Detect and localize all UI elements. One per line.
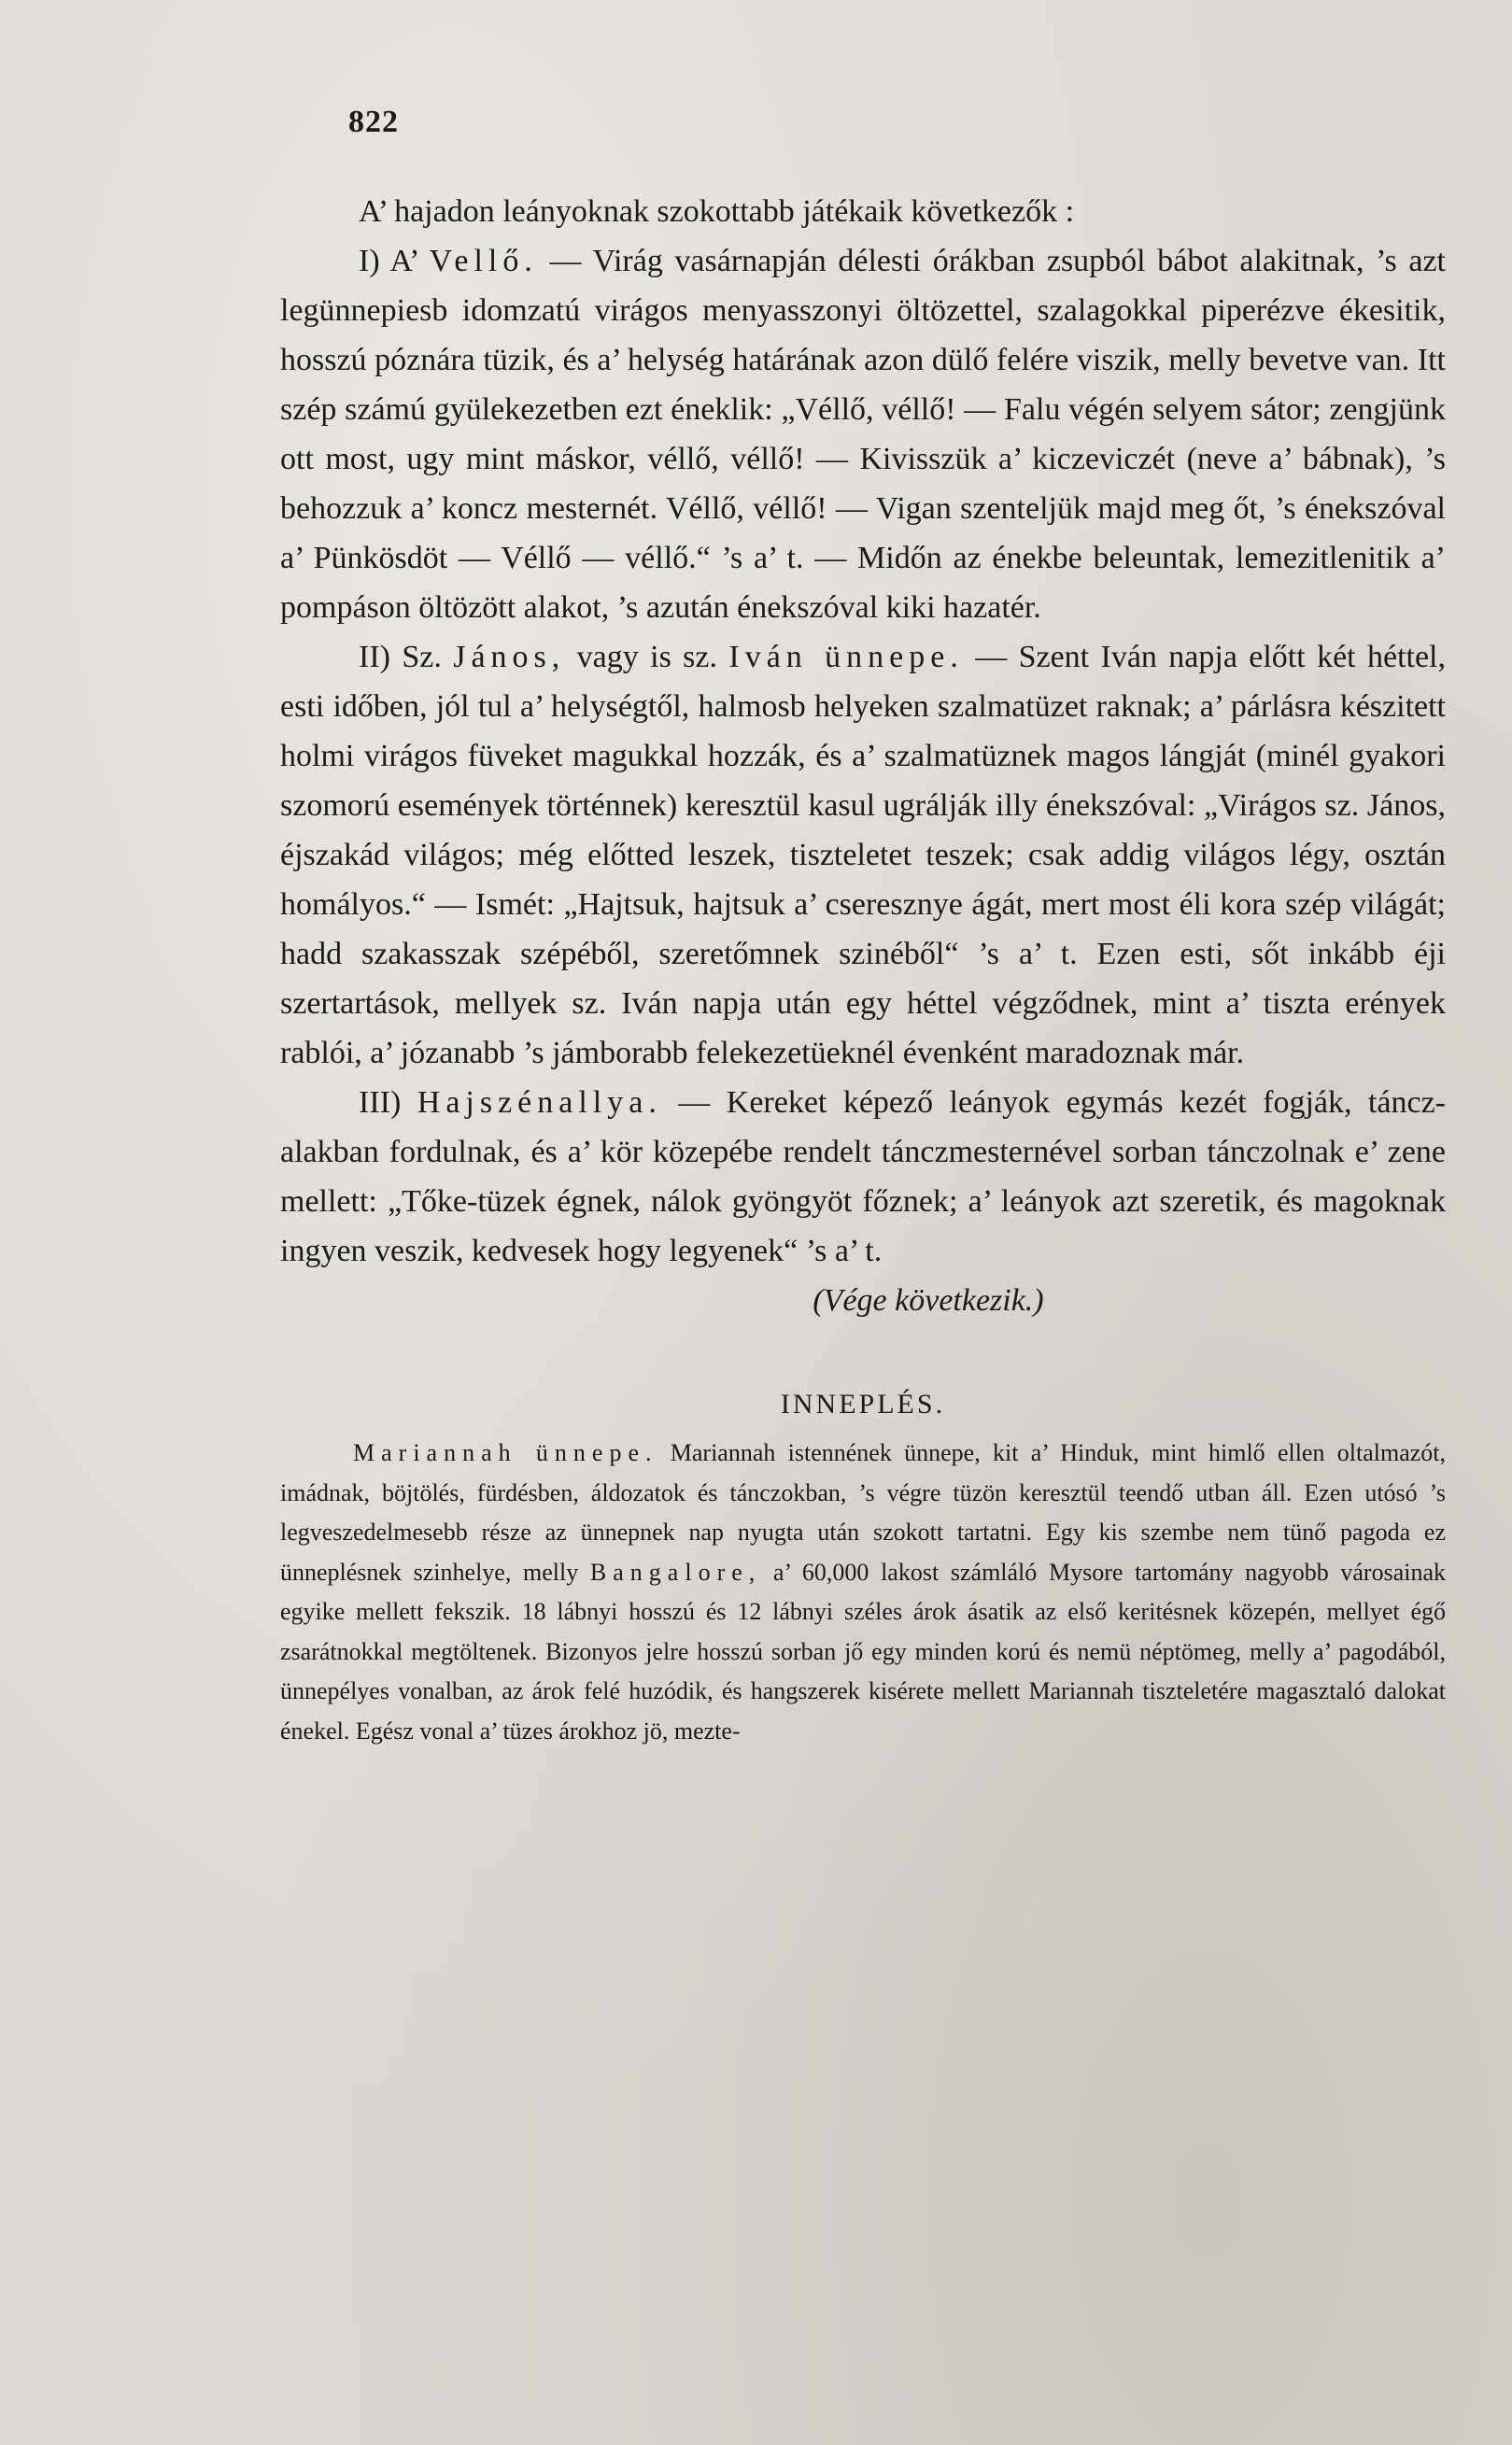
city-name: Bangalore, [589, 1558, 762, 1586]
main-text [280, 187, 1446, 1325]
item-1-paragraph [280, 236, 1446, 632]
item-3-text: — Kereket képező leányok egymás kezét fogják, táncz-alakban fordulnak, és a’ kör közepébe rendelt tánczmesternével sorban tánczolnak e’ zene mellett: „Tőke-tüzek égnek, nálok gyöngyöt főznek; a’ leányok azt szeretik, és magoknak ingyen veszik, kedvesek hogy legyenek“ ’s a’ t. [280, 1085, 1446, 1268]
page-content [280, 187, 1446, 1751]
intro-paragraph: A’ hajadon leányoknak szokottabb játékaik következők : [359, 194, 1075, 229]
item-2-marker: II) Sz. [359, 640, 442, 674]
item-2-name-a: János, [453, 640, 566, 674]
section-text-1: Mariannah istennének ünnepe, kit a’ Hinduk, mint himlő ellen oltalmazót, imádnak, böjtölés, fürdésben, áldozatok és tánczokban, ’s végre tüzön keresztül teendő utban áll. Ezen utósó ’s legveszedelmesebb része az ünnepnek nap nyugta után szokott tartatni. Egy kis szembe nem tünő pagoda ez ünneplésnek szinhelye, melly [280, 1439, 1446, 1586]
section-text-2: a’ 60,000 lakost számláló Mysore tartomány nagyobb városainak egyike mellett fekszik. 18 lábnyi hosszú és 12 lábnyi széles árok ásatik az első keritésnek közepén, mellyet égő zsarátnokkal megtöltenek. Bizonyos jelre hosszú sorban jő egy minden korú és nemü néptömeg, melly a’ pagodából, ünnepélyes vonalban, az árok felé huzódik, és hangszerek kisérete mellett Mariannah tiszteletére magasztaló dalokat énekel. Egész vonal a’ tüzes árokhoz jö, mezte- [280, 1558, 1447, 1745]
item-2-paragraph [280, 632, 1446, 1078]
page-number: 822 [348, 105, 399, 139]
item-2-name-b: vagy is sz. [576, 640, 717, 674]
item-1-marker: I) A’ [359, 244, 417, 278]
item-2-name-c: Iván ünnepe. [728, 640, 964, 674]
continuation-note: (Vége következik.) [813, 1283, 1044, 1318]
section-paragraph [280, 1434, 1446, 1751]
section-title: INNEPLÉS. [780, 1389, 946, 1420]
section-lead: Mariannah ünnepe. [353, 1439, 658, 1466]
article-section [280, 1389, 1446, 1751]
item-1-text: — Virág vasárnapján délesti órákban zsupból bábot alakitnak, ’s azt legünnepiesb idomzatú virágos menyasszonyi öltözettel, szalagokkal piperézve ékesitik, hosszú póznára tüzik, és a’ helység határának azon dülő felére viszik, melly bevetve van. Itt szép számú gyülekezetben ezt éneklik: „Véllő, véllő! — Falu végén selyem sátor; zengjünk ott most, ugy mint máskor, véllő, véllő! — Kivisszük a’ kiczeviczét (neve a’ bábnak), ’s behozzuk a’ koncz mesternét. Véllő, véllő! — Vigan szenteljük majd meg őt, ’s énekszóval a’ Pünkösdöt — Véllő — véllő.“ ’s a’ t. — Midőn az énekbe beleuntak, lemezitlenitik a’ pompáson öltözött alakot, ’s azután énekszóval kiki hazatér. [280, 244, 1446, 625]
item-3-marker: III) [359, 1085, 402, 1120]
item-1-name: Vellő. [429, 244, 538, 278]
item-2-text: — Szent Iván napja előtt két héttel, esti időben, jól tul a’ helységtől, halmosb helyeken szalmatüzet raknak; a’ párlásra készitett holmi virágos füveket magukkal hozzák, és a’ szalmatüznek magos lángját (minél gyakori szomorú események történnek) keresztül kasul ugrálják illy énekszóval: „Virágos sz. János, éjszakád világos; még előtted leszek, tiszteletet teszek; csak addig világos légy, osztán homályos.“ — Ismét: „Hajtsuk, hajtsuk a’ cseresznye ágát, mert most éli kora szép világát; hadd szakasszak szépéből, szeretőmnek szinéből“ ’s a’ t. Ezen esti, sőt inkább éji szertartások, mellyek sz. Iván napja után egy héttel végződnek, mint a’ tiszta erények rablói, a’ józanabb ’s jámborabb felekezetüeknél évenként maradoznak már. [280, 640, 1447, 1070]
item-3-paragraph [280, 1078, 1446, 1276]
item-3-name: Hajszénallya. [417, 1085, 662, 1120]
